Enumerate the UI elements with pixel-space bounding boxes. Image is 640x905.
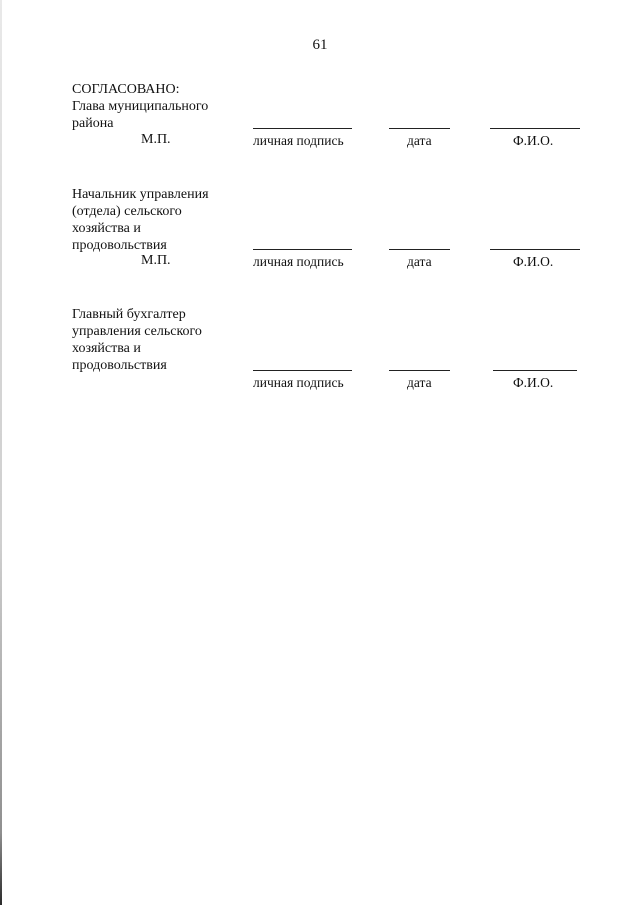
name-caption: Ф.И.О.	[513, 133, 554, 148]
title-line: Начальник управления	[72, 187, 209, 202]
title-line: СОГЛАСОВАНО:	[72, 82, 180, 97]
signature-line	[253, 128, 352, 129]
title-line: Глава муниципального	[72, 99, 209, 114]
date-caption: дата	[407, 133, 432, 148]
signature-caption: личная подпись	[253, 133, 344, 148]
name-caption: Ф.И.О.	[513, 375, 554, 390]
date-line	[389, 249, 450, 250]
signature-caption: личная подпись	[253, 375, 344, 390]
signature-caption: личная подпись	[253, 254, 344, 269]
title-line: продовольствия	[72, 238, 167, 253]
title-line: района	[72, 116, 114, 131]
name-line	[493, 370, 577, 371]
date-caption: дата	[407, 375, 432, 390]
stamp-label: М.П.	[141, 132, 171, 147]
stamp-label: М.П.	[141, 253, 171, 268]
title-line: продовольствия	[72, 358, 167, 373]
name-line	[490, 128, 580, 129]
block-title	[72, 81, 242, 132]
title-line: управления сельского	[72, 324, 202, 339]
block-title	[72, 186, 242, 254]
title-line: Главный бухгалтер	[72, 307, 186, 322]
scan-edge	[0, 0, 2, 905]
page-number: 61	[312, 37, 328, 53]
block-title	[72, 306, 242, 374]
date-caption: дата	[407, 254, 432, 269]
signature-line	[253, 249, 352, 250]
title-line: хозяйства и	[72, 221, 141, 236]
date-line	[389, 370, 450, 371]
name-caption: Ф.И.О.	[513, 254, 554, 269]
date-line	[389, 128, 450, 129]
name-line	[490, 249, 580, 250]
title-line: хозяйства и	[72, 341, 141, 356]
title-line: (отдела) сельского	[72, 204, 182, 219]
signature-line	[253, 370, 352, 371]
